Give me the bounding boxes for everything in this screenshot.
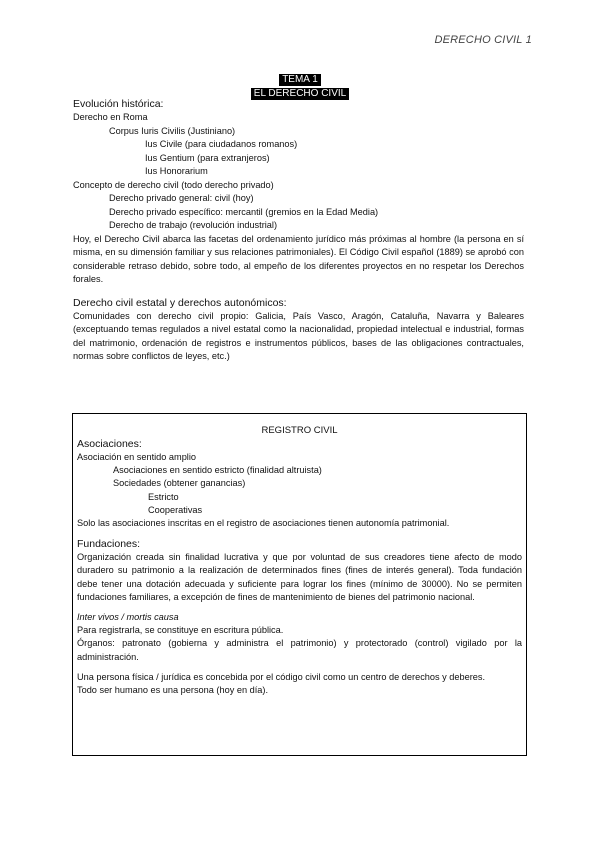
outline-line: Sociedades (obtener ganancias) — [113, 478, 246, 489]
outline-line: Derecho de trabajo (revolución industrial) — [109, 220, 278, 230]
fundaciones-heading: Fundaciones: — [77, 538, 141, 551]
outline-line: Ius Honorarium — [145, 166, 208, 176]
outline-line: Estricto — [148, 491, 179, 502]
estatal-heading: Derecho civil estatal y derechos autonómicos: — [73, 296, 287, 309]
fundaciones-paragraph: Organización creada sin finalidad lucrativa y que por voluntad de sus creadores tiene afecto de modo duradero su patrimonio a la realización de determinados fines (fines de interés general). Toda fundación debe tener una dotación adecuada y suficiente para lograr los fines (mínimo de 30000). No se permiten fundaciones familiares, a excepción de fines de mantenimiento de bienes del patrimonio nacional. — [77, 552, 522, 602]
ser-humano-line: Todo ser humano es una persona (hoy en día). — [77, 685, 269, 696]
title-block — [0, 72, 600, 100]
outline-line: Derecho en Roma — [73, 112, 148, 122]
outline-line: Cooperativas — [148, 504, 203, 515]
outline-line: Derecho privado específico: mercantil (gremios en la Edad Media) — [109, 206, 379, 217]
intervivos-line: Para registrarla, se constituye en escritura pública. — [77, 625, 284, 636]
asociaciones-note: Solo las asociaciones inscritas en el registro de asociaciones tienen autonomía patrimonial. — [77, 518, 450, 529]
organos-line: Órganos: patronato (gobierna y administra el patrimonio) y protectorado (control) vigilado por la administración. — [77, 638, 522, 662]
evolucion-heading: Evolución histórica: — [73, 98, 164, 110]
outline-line: Asociación en sentido amplio — [77, 452, 196, 462]
outline-line: Concepto de derecho civil (todo derecho privado) — [73, 179, 274, 190]
registro-title: REGISTRO CIVIL — [261, 425, 338, 436]
outline-line: Ius Civile (para ciudadanos romanos) — [145, 139, 298, 149]
running-header: DERECHO CIVIL 1 — [434, 34, 532, 46]
evolucion-paragraph: Hoy, el Derecho Civil abarca las facetas del ordenamiento jurídico más próximas al hombre (la persona en sí misma, en su dimensión familiar y sus relaciones patrimoniales). El Código Civil español (1889) se aprobó con considerable retraso debido, sobre todo, al empeño de los diferentes proyectos en no respetar los Derechos forales. — [73, 233, 524, 284]
outline-line: Asociaciones en sentido estricto (finalidad altruista) — [113, 465, 322, 476]
tema-title: EL DERECHO CIVIL — [251, 88, 349, 100]
outline-line: Corpus Iuris Civilis (Justiniano) — [109, 125, 236, 136]
tema-label: TEMA 1 — [279, 74, 321, 86]
outline-line: Ius Gentium (para extranjeros) — [145, 152, 270, 163]
main-content — [73, 97, 524, 364]
estatal-paragraph: Comunidades con derecho civil propio: Galicia, País Vasco, Aragón, Cataluña, Navarra y Baleares (exceptuando temas regulados a nivel estatal como la nacionalidad, propiedad intelectual e industrial, formas del matrimonio, ordenación de registros e instrumentos públicos, bases de las obligaciones contractuales, normas sobre conflictos de leyes, etc.) — [73, 310, 524, 361]
registro-civil-box — [72, 413, 527, 756]
intervivos-heading: Inter vivos / mortis causa — [77, 612, 179, 623]
asociaciones-heading: Asociaciones: — [77, 438, 142, 450]
persona-line: Una persona física / jurídica es concebida por el código civil como un centro de derechos y deberes. — [77, 671, 486, 682]
outline-line: Derecho privado general: civil (hoy) — [109, 193, 254, 203]
